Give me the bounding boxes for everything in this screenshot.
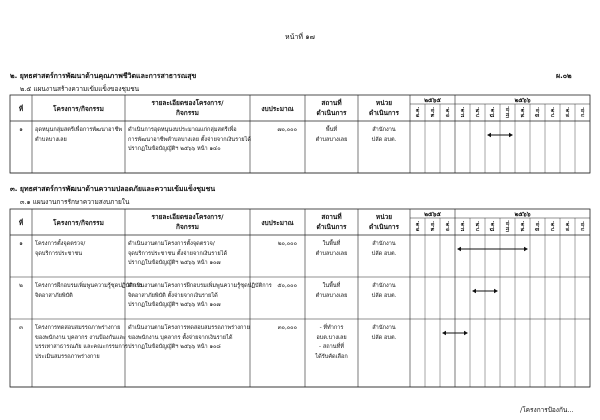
row-unit: สำนักงาน bbox=[372, 325, 396, 331]
section1-title: ๒. ยุทธศาสตร์การพัฒนาด้านคุณภาพชีวิตและการสาธารณสุข bbox=[10, 72, 197, 80]
header-detail: กิจกรรม bbox=[176, 109, 199, 117]
header-year2: ๒๕๖๖ bbox=[514, 97, 531, 104]
row-place: อบต.บางเลย bbox=[316, 334, 347, 341]
row-project: บรรเทาสาธารณภัย และคณะกรรมการ bbox=[35, 344, 128, 350]
header-month: มี.ค. bbox=[489, 106, 496, 118]
header-month: ต.ค. bbox=[414, 106, 421, 118]
row-unit: ปลัด อบต. bbox=[371, 136, 397, 143]
header-month: มี.ค. bbox=[489, 220, 496, 232]
header-month: เม.ย. bbox=[504, 220, 511, 232]
schedule-arrow-start bbox=[472, 289, 476, 294]
header-month: พ.ย. bbox=[429, 106, 436, 118]
header-month: เม.ย. bbox=[504, 106, 511, 118]
section2-subtitle: ๓.๑ แผนงานการรักษาความสงบภายใน bbox=[20, 198, 130, 206]
section2-title: ๓. ยุทธศาสตร์การพัฒนาด้านความปลอดภัยและความเข้มแข็งชุมชน bbox=[10, 185, 216, 193]
header-month: ก.ย. bbox=[579, 107, 586, 117]
header-detail: กิจกรรม bbox=[176, 223, 199, 231]
schedule-arrow-end bbox=[464, 331, 468, 336]
row-place: - ที่ทำการ bbox=[319, 325, 344, 331]
row-place: ตำบลบางเลย bbox=[315, 136, 348, 143]
schedule-arrow-end bbox=[509, 133, 513, 138]
continued-footer: /โครงการป้องกัน... bbox=[520, 406, 574, 414]
section1-subtitle: ๒.๕ แผนงานสร้างความเข้มแข็งของชุมชน bbox=[20, 85, 140, 93]
row-project: อุดหนุนกลุ่มสตรีเพื่อการพัฒนาอาชีพ bbox=[35, 127, 123, 133]
row-project: ประเมินสมรรถภาพร่างกาย bbox=[35, 353, 100, 360]
row-budget: ๗๐,๐๐๐ bbox=[277, 127, 297, 133]
row-project: โครงการฝึกอบรมเพิ่มพูนความรู้ชุดปฏิบัติการ bbox=[35, 283, 143, 289]
row-detail: จิตอาสาภัยพิบัติ ตั้งจ่ายจากเงินรายได้ bbox=[128, 292, 218, 299]
header-month: ก.ค. bbox=[549, 220, 556, 232]
row-project: ตำบลบางเลย bbox=[35, 136, 67, 143]
page-number: หน้าที่ ๑๗ bbox=[285, 33, 315, 41]
section1-table bbox=[10, 95, 590, 178]
row-unit: สำนักงาน bbox=[372, 241, 396, 247]
row-place: ได้รับคัดเลือก bbox=[315, 353, 348, 360]
row-budget: ๒๐,๐๐๐ bbox=[277, 241, 297, 247]
section2-table bbox=[10, 209, 590, 402]
header-month: มิ.ย. bbox=[534, 106, 541, 118]
header-month: ม.ค. bbox=[459, 106, 466, 118]
schedule-arrow-start bbox=[487, 133, 491, 138]
header-year1: ๒๕๖๕ bbox=[424, 211, 441, 218]
schedule-arrow-end bbox=[524, 247, 528, 252]
header-detail: รายละเอียดของโครงการ/ bbox=[151, 213, 224, 221]
row-detail: ปรากฏในข้อบัญญัติฯ ๒๕๖๖ หน้า ๑๐๗ bbox=[128, 260, 221, 266]
row-detail: การพัฒนาอาชีพตำบลบางเลย ตั้งจ่ายจากเงินรายได้ bbox=[128, 136, 251, 143]
header-year2: ๒๕๖๖ bbox=[514, 211, 531, 218]
row-place: ตำบลบางเลย bbox=[315, 292, 348, 299]
header-place: สถานที่ bbox=[321, 99, 342, 107]
header-budget: งบประมาณ bbox=[261, 105, 294, 113]
header-month: มิ.ย. bbox=[534, 220, 541, 232]
row-project: จิตอาสาภัยพิบัติ bbox=[35, 292, 73, 299]
header-month: ม.ค. bbox=[459, 220, 466, 232]
row-project: โครงการทดสอบสมรรถภาพร่างกาย bbox=[35, 325, 121, 331]
header-month: ส.ค. bbox=[564, 106, 571, 118]
header-month: ธ.ค. bbox=[444, 220, 451, 232]
row-place: ตำบลบางเลย bbox=[315, 250, 348, 257]
row-place: ในพื้นที่ bbox=[322, 283, 341, 289]
header-month: พ.ค. bbox=[519, 220, 526, 232]
header-budget: งบประมาณ bbox=[261, 219, 294, 227]
header-unit: หน่วย bbox=[375, 99, 393, 107]
row-budget: ๓๐,๐๐๐ bbox=[277, 325, 297, 331]
row-unit: ปลัด อบต. bbox=[371, 250, 397, 257]
schedule-arrow-start bbox=[457, 247, 461, 252]
row-detail: ดำเนินงานตามโครงการฝึกอบรมเพิ่มพูนความรู้ชุดปฏิบัติการ bbox=[128, 283, 272, 289]
row-unit: สำนักงาน bbox=[372, 283, 396, 289]
header-place: ดำเนินการ bbox=[316, 109, 347, 117]
row-budget: ๕๐,๐๐๐ bbox=[277, 283, 297, 289]
header-month: ก.ค. bbox=[549, 106, 556, 118]
row-place: พื้นที่ bbox=[325, 127, 338, 133]
row-detail: จุดบริการประชาชน ตั้งจ่ายจากเงินรายได้ bbox=[128, 250, 228, 257]
row-project: โครงการตั้งจุดตรวจ/ bbox=[35, 241, 86, 247]
header-detail: รายละเอียดของโครงการ/ bbox=[151, 99, 224, 107]
header-project: โครงการ/กิจกรรม bbox=[53, 219, 104, 227]
header-month: ก.พ. bbox=[474, 220, 481, 232]
row-detail: ปรากฏในข้อบัญญัติฯ ๒๕๖๖ หน้า ๑๐๗ bbox=[128, 302, 221, 308]
row-no: ๒ bbox=[19, 283, 23, 289]
header-place: ดำเนินการ bbox=[316, 223, 347, 231]
header-place: สถานที่ bbox=[321, 213, 342, 221]
row-place: ในพื้นที่ bbox=[322, 241, 341, 247]
header-month: ส.ค. bbox=[564, 220, 571, 232]
row-place: - สถานที่ที่ bbox=[319, 344, 344, 350]
header-no: ที่ bbox=[18, 219, 24, 227]
row-project: จุดบริการประชาชน bbox=[35, 250, 83, 257]
header-month: ธ.ค. bbox=[444, 106, 451, 118]
row-no: ๑ bbox=[19, 241, 23, 247]
schedule-arrow-end bbox=[494, 289, 498, 294]
header-month: ก.พ. bbox=[474, 106, 481, 118]
header-month: พ.ค. bbox=[519, 106, 526, 118]
header-unit: หน่วย bbox=[375, 213, 393, 221]
row-detail: ดำเนินงานตามโครงการตั้งจุดตรวจ/ bbox=[128, 241, 215, 247]
header-unit: ดำเนินการ bbox=[368, 109, 400, 117]
row-detail: ดำเนินการอุดหนุนงบประมาณแก่กลุ่มสตรีเพื่อ bbox=[128, 127, 237, 133]
header-month: พ.ย. bbox=[429, 220, 436, 232]
row-detail: ปรากฏในข้อบัญญัติฯ ๒๕๖๖ หน้า ๑๔๐ bbox=[128, 146, 221, 152]
header-project: โครงการ/กิจกรรม bbox=[53, 105, 104, 113]
row-detail: ดำเนินงานตามโครงการทดสอบสมรรถภาพร่างกาย bbox=[128, 325, 250, 331]
row-detail: ปรากฏในข้อบัญญัติฯ ๒๕๖๖ หน้า ๑๐๘ bbox=[128, 344, 221, 350]
header-month: ก.ย. bbox=[579, 221, 586, 231]
row-no: ๓ bbox=[19, 325, 23, 331]
row-unit: ปลัด อบต. bbox=[371, 334, 397, 341]
header-month: ต.ค. bbox=[414, 220, 421, 232]
row-unit: ปลัด อบต. bbox=[371, 292, 397, 299]
row-no: ๑ bbox=[19, 127, 23, 133]
form-code: ผ.๐๒ bbox=[556, 72, 572, 80]
header-unit: ดำเนินการ bbox=[368, 223, 400, 231]
header-year1: ๒๕๖๕ bbox=[424, 97, 441, 104]
row-unit: สำนักงาน bbox=[372, 127, 396, 133]
schedule-arrow-start bbox=[442, 331, 446, 336]
row-project: ของพนักงาน บุคลากร งานป้องกันและ bbox=[35, 334, 126, 341]
header-no: ที่ bbox=[18, 105, 24, 113]
row-detail: ของพนักงาน บุคลากร ตั้งจ่ายจากเงินรายได้ bbox=[128, 334, 233, 341]
